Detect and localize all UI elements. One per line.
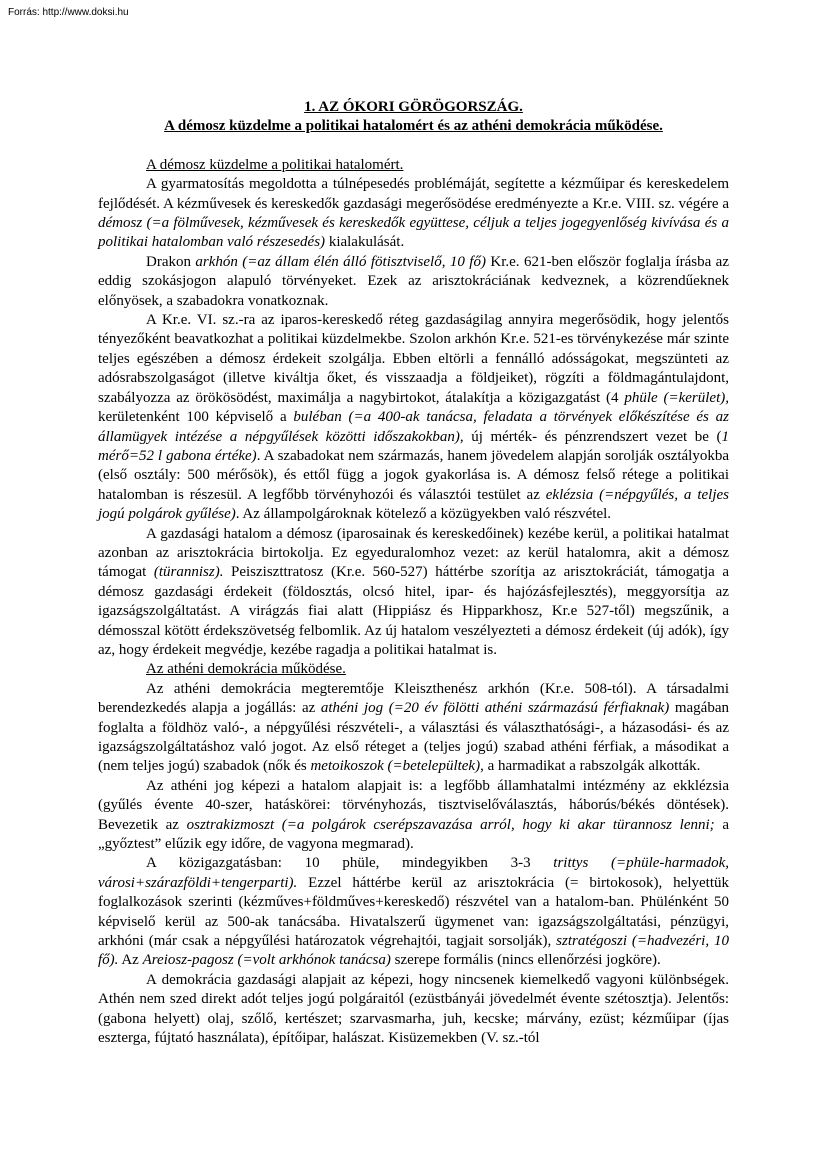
paragraph: A gazdasági hatalom a démosz (iparosainak és kereskedőinek) kezébe kerül, a politikai hatalmat azonban az arisztokrácia birtokolja. Ez egyeduralomhoz vezet: az kerül hatalomra, akit a démosz támogat (türannisz). Peisziszttratosz (Kr.e. 560-527) háttérbe szorítja az arisztokráciát, támogatja a démosz gazdasági érdekeit (földosztás, olcsó hitel, ipar- és hajózásfejlesztés), meggyorsítja az igazságszolgáltatást. A virágzás fiai alatt (Hippiász és Hipparkhosz, Kr.e 527-től) megszűnik, a démosszal kötött érdekszövetség felbomlik. Az új hatalom veszélyezteti a démosz érdekeit (új adók), így az, hogy érdekeit megvédje, kezébe ragadja a politikai hatalmat is. xyxy=(98,525,729,658)
spacer xyxy=(98,137,729,156)
document-subtitle: A démosz küzdelme a politikai hatalomért és az athéni demokrácia működése. xyxy=(164,118,663,135)
document-page xyxy=(98,98,729,1049)
document-title: 1. AZ ÓKORI GÖRÖGORSZÁG. xyxy=(304,99,523,115)
paragraph: A demokrácia gazdasági alapjait az képezi, hogy nincsenek kiemelkedő vagyoni különbségek. Athén nem szed direkt adót teljes jogú polgáraitól (ezüstbányái jövedelmét évente szétosztja). Jelentős: (gabona helyett) olaj, szőlő, kertészet; szarvasmarha, juh, kecske; márvány, ezüst; kézműipar (íjas eszterga, fújtató használata), építőipar, halászat. Kisüzemekben (V. sz.-tól xyxy=(98,971,729,1047)
paragraph: Drakon arkhón (=az állam élén álló fötisztviselő, 10 fő) Kr.e. 621-ben először foglalja írásba az eddig szokásjogon alapuló törvényeket. Ezek az arisztokráciának kedveznek, a közrendűeknek előnyösek, a szabadokra vonatkoznak. xyxy=(98,253,729,309)
paragraph: Az athéni jog képezi a hatalom alapjait is: a legfőbb államhatalmi intézmény az ekklézsia (gyűlés évente 40-szer, hatáskörei: törvényhozás, tisztviselőválasztás, háborús/békés döntések). Bevezetik az osztrakizmoszt (=a polgárok cserépszavazása arról, hogy ki akar türannosz lenni; a „győztest” elűzik egy időre, de vagyona megmarad). xyxy=(98,777,729,853)
section-heading-democracy: Az athéni demokrácia működése. xyxy=(146,661,346,678)
paragraph: A gyarmatosítás megoldotta a túlnépesedés problémáját, segítette a kézműipar és kereskedelem fejlődését. A kézművesek és kereskedők gazdasági megerősödése eredményezte a Kr.e. VIII. sz. végére a démosz (=a fölművesek, kézművesek és kereskedők együttese, céljuk a teljes jogegyenlőség kivívása és a politikai hatalomban való részesedés) kialakulását. xyxy=(98,176,729,251)
paragraph: Az athéni demokrácia megteremtője Kleiszthenész arkhón (Kr.e. 508-tól). A társadalmi berendezkedés alapja a jogállás: az athéni jog (=20 év fölötti athéni származású férfiaknak) magában foglalta a földhöz való-, a népgyűlési részvételi-, a választási és választhatósági-, a házasodási- és az igazságszolgáltatáshoz való jogot. Az első réteget a (teljes jogú) szabad athéni férfiak, a másodikat a (nem teljes jogú) szabadok (nők és metoikoszok (=betelepültek), a harmadikat a rabszolgák alkották. xyxy=(98,680,729,775)
paragraph: A Kr.e. VI. sz.-ra az iparos-kereskedő réteg gazdaságilag annyira megerősödik, hogy jelentős tényezőként beavatkozhat a politikai küzdelmekbe. Szolon arkhón Kr.e. 521-es törvénykezése már szinte teljes egészében a démosz érdekeit szolgálja. Ebben eltörli a fennálló adósságokat, megszünteti az adósrabszolgaságot (illetve kiváltja őket, és visszaadja a földjeiket), rögzíti a földmagántulajdont, szabályozza az örökösödést, maximálja a nagybirtokot, átalakítja a közigazgatást (4 phüle (=kerület), kerületenként 100 képviselő a buléban (=a 400-ak tanácsa, feladata a törvények előkészítése és az államügyek intézése a népgyűlések közötti időszakokban), új mérték- és pénzrendszert vezet be (1 mérő=52 l gabona értéke). A szabadokat nem származás, hanem jövedelem alapján sorolják osztályokba (első osztály: 500 mérősök), és ettől függ a jogok gyakorlása is. A démosz felső rétege a politikai hatalomban is részesül. A legfőbb törvényhozói és választói testület az eklézsia (=népgyűlés, a teljes jogú polgárok gyűlése). Az állampolgároknak kötelező a közügyekben való részvétel. xyxy=(98,312,729,523)
paragraph: A közigazgatásban: 10 phüle, mindegyikben 3-3 trittys (=phüle-harmadok, városi+szárazföldi+tengerparti). Ezzel háttérbe kerül az arisztokrácia (= birtokosok), helyettük foglalkozások szerinti (kézműves+földműves+kereskedő) részvétel van a hatalom-ban. Phülénként 50 képviselő kerül az 500-ak tanácsába. Hivatalszerű ügymenet van: igazságszolgáltatási, pénzügyi, arkhóni (már csak a népgyűlési határozatok végrehajtói, tagjait sorsolják), sztratégoszi (=hadvezéri, 10 fő). Az Areiosz-pagosz (=volt arkhónok tanácsa) szerepe formális (nincs ellenőrzési jogköre). xyxy=(98,855,729,969)
section-heading-demosz: A démosz küzdelme a politikai hatalomért. xyxy=(146,156,404,173)
source-label: Forrás: http://www.doksi.hu xyxy=(8,7,129,18)
